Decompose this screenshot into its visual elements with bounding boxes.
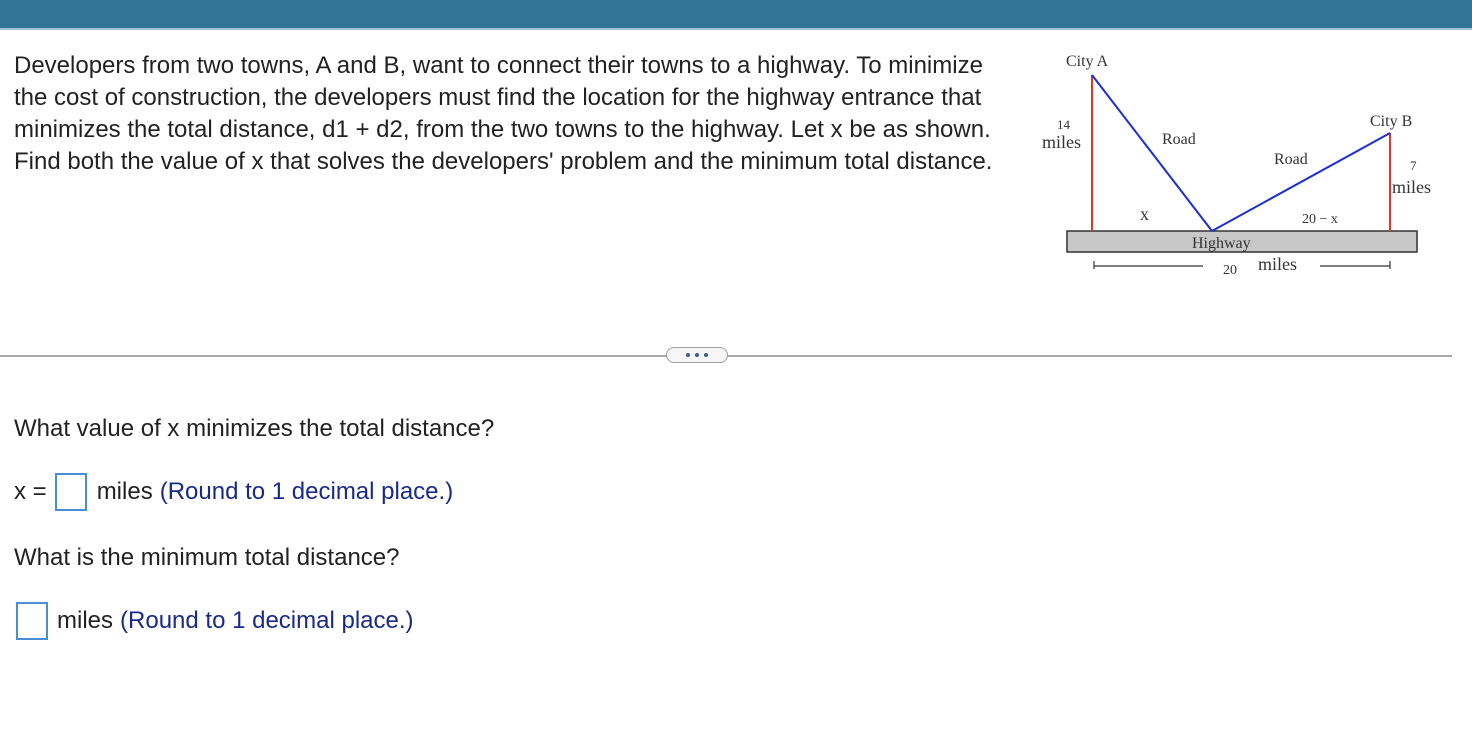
question-1-prompt: What value of x minimizes the total distance?: [14, 415, 495, 442]
road-b-line: [1212, 133, 1390, 231]
question-2-prompt: What is the minimum total distance?: [14, 544, 400, 571]
x-answer-input[interactable]: [55, 473, 87, 511]
road-right-label: Road: [1274, 151, 1308, 168]
span-value: 20: [1223, 263, 1237, 278]
highway-figure: [1030, 45, 1460, 290]
answer-2-row: [16, 602, 414, 640]
answer-1-hint: (Round to 1 decimal place.): [159, 478, 454, 505]
ellipsis-icon-dot-3: [704, 353, 708, 357]
x-label: x: [1140, 204, 1149, 224]
problem-text: Developers from two towns, A and B, want to connect their towns to a highway. To minimize the cost of construction, the developers must find the location for the highway entrance that minimizes the total distance, d1 + d2, from the two towns to the highway. Let x be as shown. Find both the value of x that solves the developers' problem and the minimum total distance.: [14, 52, 993, 175]
remainder-label: 20 − x: [1302, 212, 1338, 227]
height-b-unit: miles: [1392, 177, 1431, 197]
ellipsis-icon: [686, 353, 690, 357]
top-bar-underline: [0, 28, 1472, 30]
highway-label: Highway: [1192, 235, 1251, 252]
road-left-label: Road: [1162, 131, 1196, 148]
ellipsis-icon-dot-2: [695, 353, 699, 357]
height-a-unit: miles: [1042, 132, 1081, 152]
answer-2-unit: miles: [57, 607, 114, 634]
top-bar: [0, 0, 1472, 28]
answer-1-unit: miles: [96, 478, 153, 505]
distance-answer-input[interactable]: [16, 602, 48, 640]
city-b-label: City B: [1370, 113, 1413, 130]
height-b-value: 7: [1410, 158, 1417, 173]
x-equals-label: x =: [14, 478, 47, 505]
road-a-line: [1092, 75, 1212, 231]
city-a-label: City A: [1066, 53, 1109, 70]
span-unit: miles: [1258, 254, 1297, 274]
height-a-value: 14: [1057, 117, 1070, 132]
answer-2-hint: (Round to 1 decimal place.): [120, 607, 414, 634]
highway-diagram: [1030, 45, 1460, 290]
expand-button[interactable]: [666, 347, 728, 363]
answer-1-row: [14, 473, 453, 511]
